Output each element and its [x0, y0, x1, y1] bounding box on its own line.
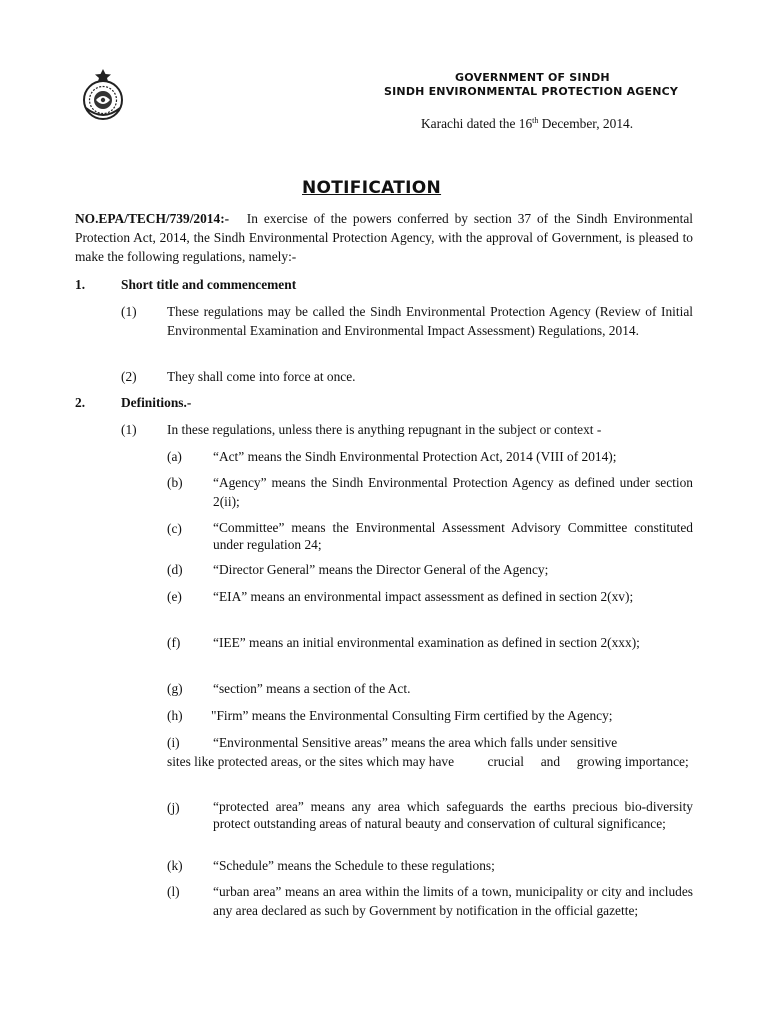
section-number: 2. — [75, 395, 86, 410]
preamble-text: In exercise of the powers conferred by section 37 of the Sindh Environmental Protection Act, 2014, the Sindh Environmental Protection Agency, with the approval of Government, is pleased to make the following regulations, namely:- — [75, 211, 693, 264]
agency-header: SINDH ENVIRONMENTAL PROTECTION AGENCY — [384, 85, 679, 98]
page-title: NOTIFICATION — [302, 178, 442, 198]
preamble-paragraph — [75, 209, 693, 266]
definition-text: “Director General” means the Director General of the Agency; — [213, 562, 549, 577]
subsection-text: They shall come into force at once. — [167, 369, 356, 384]
definition-label: (a) — [167, 449, 182, 464]
subsection-number: (1) — [121, 422, 137, 437]
definition-text: “IEE” means an initial environmental examination as defined in section 2(xxx); — [213, 635, 640, 650]
definition-label: (f) — [167, 635, 181, 650]
definition-label: (c) — [167, 521, 182, 536]
definition-text: “urban area” means an area within the limits of a town, municipality or city and includes any area declared as such by Government by notification in the official gazette; — [213, 884, 693, 918]
subsection-number: (2) — [121, 369, 137, 384]
definition-text: “EIA” means an environmental impact assessment as defined in section 2(xv); — [213, 589, 634, 604]
section-number: 1. — [75, 277, 86, 292]
definition-label: (d) — [167, 562, 183, 577]
definition-text: "Firm” means the Environmental Consulting Firm certified by the Agency; — [211, 708, 613, 723]
definition-text-continued: sites like protected areas, or the sites which may have crucial and growing importance; — [167, 754, 689, 769]
government-header: GOVERNMENT OF SINDH — [455, 71, 610, 84]
definition-text: “section” means a section of the Act. — [213, 681, 411, 696]
date-line: Karachi dated the 16th December, 2014. — [421, 116, 634, 131]
definition-label: (g) — [167, 681, 183, 696]
definition-text: “protected area” means any area which safeguards the earths precious bio-diversity protect outstanding areas of natural beauty and conservation of cultural significance; — [213, 799, 693, 831]
section-heading: Short title and commencement — [121, 277, 297, 292]
notification-reference: NO.EPA/TECH/739/2014:- — [75, 211, 230, 226]
definition-text: “Environmental Sensitive areas” means the area which falls under sensitive — [213, 735, 618, 750]
definition-label: (b) — [167, 475, 183, 490]
section-heading: Definitions.- — [121, 395, 192, 410]
subsection-text: In these regulations, unless there is anything repugnant in the subject or context - — [167, 422, 602, 437]
definition-label: (h) — [167, 708, 183, 723]
subsection-number: (1) — [121, 304, 137, 319]
subsection-text: These regulations may be called the Sindh Environmental Protection Agency (Review of Initial Environmental Examination and Environmental Impact Assessment) Regulations, 2014. — [167, 304, 693, 338]
definition-label: (e) — [167, 589, 182, 604]
definition-text: “Schedule” means the Schedule to these regulations; — [213, 858, 495, 873]
definition-text: “Act” means the Sindh Environmental Protection Act, 2014 (VIII of 2014); — [213, 449, 617, 464]
definition-text: “Committee” means the Environmental Assessment Advisory Committee constituted under regulation 24; — [213, 520, 693, 552]
definition-label: (l) — [167, 884, 180, 899]
definition-label: (i) — [167, 735, 180, 750]
definition-text: “Agency” means the Sindh Environmental Protection Agency as defined under section 2(ii); — [213, 475, 693, 509]
government-seal-icon — [78, 68, 128, 122]
definition-label: (k) — [167, 858, 183, 873]
definition-label: (j) — [167, 800, 180, 815]
